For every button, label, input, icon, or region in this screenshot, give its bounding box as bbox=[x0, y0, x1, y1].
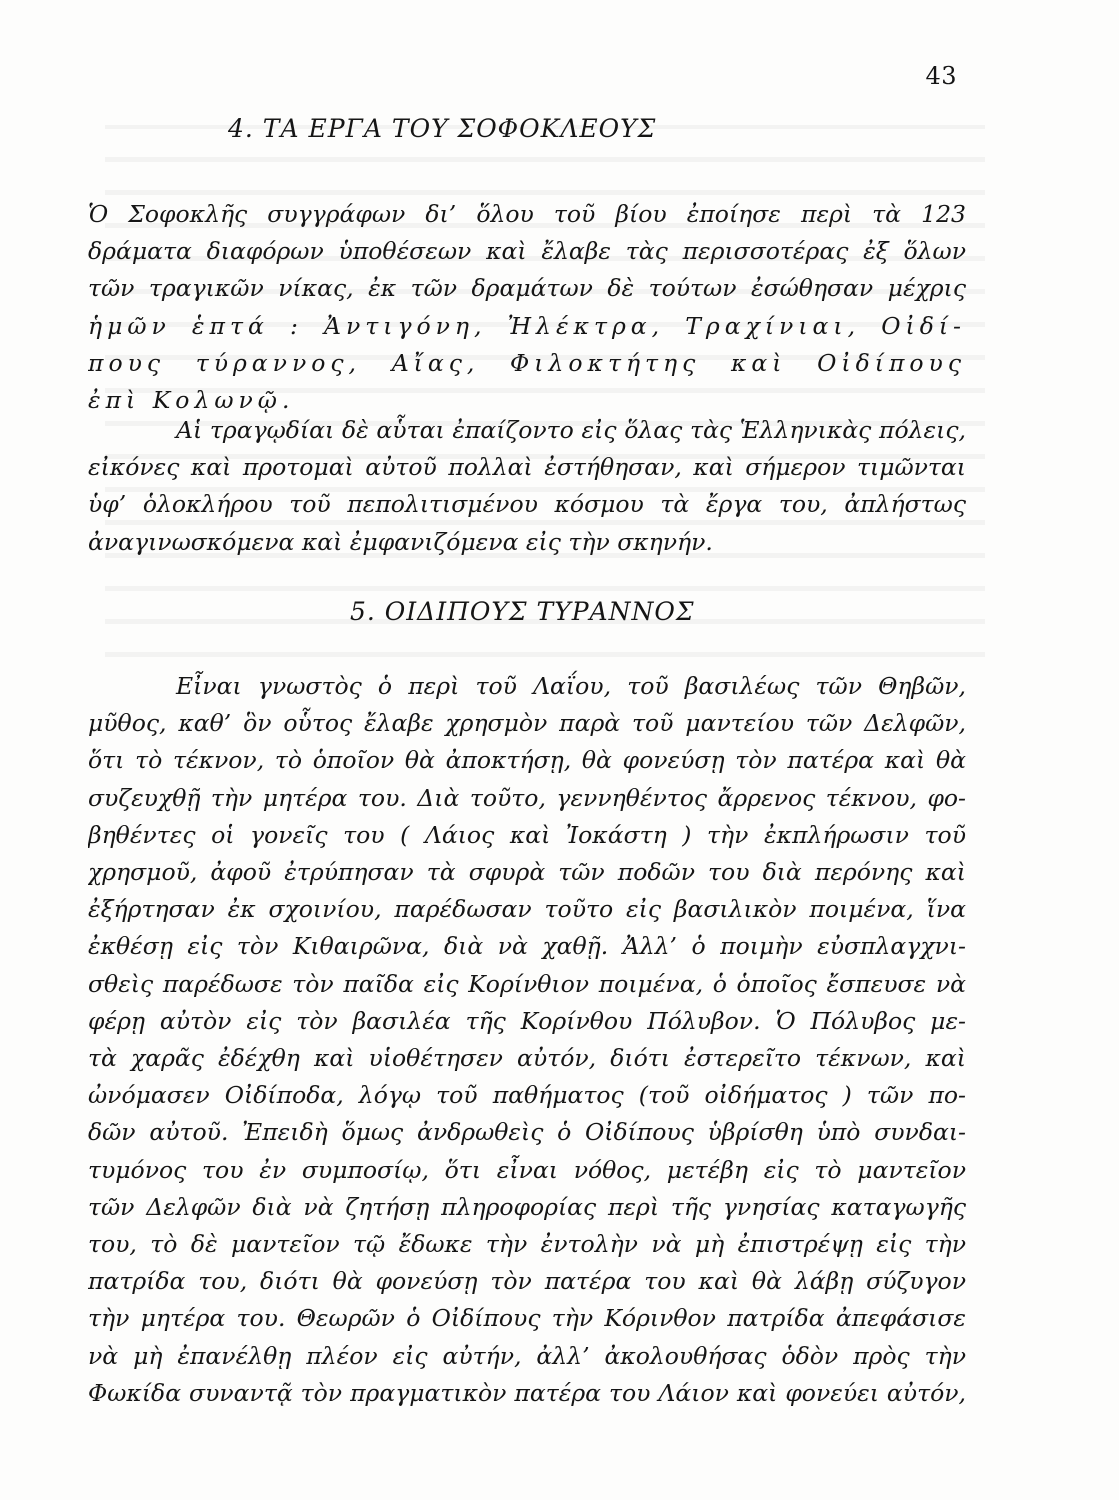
text-line: ὅτι τὸ τέκνον, τὸ ὁποῖον θὰ ἀποκτήσῃ, θὰ φονεύσῃ τὸν πατέρα καὶ θὰ bbox=[88, 746, 966, 775]
text-line: ἐξήρτησαν ἐκ σχοινίου, παρέδωσαν τοῦτο εἰς βασιλικὸν ποιμένα, ἵνα bbox=[88, 895, 966, 924]
text-line: πατρίδα του, διότι θὰ φονεύσῃ τὸν πατέρα του καὶ θὰ λάβῃ σύζυγον bbox=[88, 1267, 966, 1296]
text-line: Εἶναι γνωστὸς ὁ περὶ τοῦ Λαΐου, τοῦ βασιλέως τῶν Θηβῶν, bbox=[176, 672, 966, 700]
section-4-paragraph-1 bbox=[88, 196, 966, 419]
text-line: ἐκθέσῃ εἰς τὸν Κιθαιρῶνα, διὰ νὰ χαθῇ. Ἀλλ’ ὁ ποιμὴν εὐσπλαγχνι- bbox=[88, 932, 966, 961]
text-line: Αἱ τραγῳδίαι δὲ αὗται ἐπαίζοντο εἰς ὅλας τὰς Ἑλληνικὰς πόλεις, bbox=[176, 416, 966, 444]
text-line: ὑφ’ ὁλοκλήρου τοῦ πεπολιτισμένου κόσμου τὰ ἔργα του, ἀπλήστως bbox=[88, 490, 966, 519]
text-line: ἀναγινωσκόμενα καὶ ἐμφανιζόμενα εἰς τὴν σκηνήν. bbox=[88, 527, 713, 556]
section-5-paragraph-1 bbox=[88, 668, 966, 1412]
section-5-heading: 5. ΟΙΔΙΠΟΥΣ ΤΥΡΑΝΝΟΣ bbox=[350, 597, 695, 626]
text-line: Φωκίδα συναντᾷ τὸν πραγματικὸν πατέρα του Λάιον καὶ φονεύει αὐτόν, bbox=[88, 1378, 966, 1407]
text-line: βηθέντες οἱ γονεῖς του ( Λάιος καὶ Ἰοκάστη ) τὴν ἐκπλήρωσιν τοῦ bbox=[88, 820, 966, 849]
text-line: τῶν Δελφῶν διὰ νὰ ζητήσῃ πληροφορίας περὶ τῆς γνησίας καταγωγῆς bbox=[88, 1192, 966, 1221]
text-line: σθεὶς παρέδωσε τὸν παῖδα εἰς Κορίνθιον ποιμένα, ὁ ὁποῖος ἔσπευσε νὰ bbox=[88, 969, 966, 998]
text-line: μῦθος, καθ’ ὃν οὗτος ἔλαβε χρησμὸν παρὰ τοῦ μαντείου τῶν Δελφῶν, bbox=[88, 709, 966, 738]
text-line: συζευχθῇ τὴν μητέρα του. Διὰ τοῦτο, γεννηθέντος ἄρρενος τέκνου, φο- bbox=[88, 783, 966, 812]
text-line: νὰ μὴ ἐπανέλθῃ πλέον εἰς αὐτήν, ἀλλ’ ἀκολουθήσας ὁδὸν πρὸς τὴν bbox=[88, 1341, 966, 1370]
section-4-paragraph-2 bbox=[88, 412, 966, 561]
text-line: χρησμοῦ, ἀφοῦ ἐτρύπησαν τὰ σφυρὰ τῶν ποδῶν του διὰ περόνης καὶ bbox=[88, 858, 966, 887]
page-number: 43 bbox=[925, 62, 957, 90]
text-line: φέρῃ αὐτὸν εἰς τὸν βασιλέα τῆς Κορίνθου Πόλυβον. Ὁ Πόλυβος με- bbox=[88, 1006, 966, 1035]
section-4-heading: 4. ΤΑ ΕΡΓΑ ΤΟΥ ΣΟΦΟΚΛΕΟΥΣ bbox=[228, 114, 657, 143]
text-line: Ὁ Σοφοκλῆς συγγράφων δι’ ὅλου τοῦ βίου ἐποίησε περὶ τὰ 123 bbox=[88, 200, 966, 228]
text-line: ὠνόμασεν Οἰδίποδα, λόγῳ τοῦ παθήματος (τοῦ οἰδήματος ) τῶν πο- bbox=[88, 1081, 966, 1110]
text-line: τῶν τραγικῶν νίκας, ἐκ τῶν δραμάτων δὲ τούτων ἐσώθησαν μέχρις bbox=[88, 274, 966, 303]
text-line: ἡμῶν ἑπτά : Ἀντιγόνη, Ἠλέκτρα, Τραχίνιαι, Οἰδί- bbox=[88, 311, 966, 340]
text-line: δῶν αὐτοῦ. Ἐπειδὴ ὅμως ἀνδρωθεὶς ὁ Οἰδίπους ὑβρίσθη ὑπὸ συνδαι- bbox=[88, 1118, 966, 1147]
text-line: τὰ χαρᾶς ἐδέχθη καὶ υἱοθέτησεν αὐτόν, διότι ἐστερεῖτο τέκνων, καὶ bbox=[88, 1044, 966, 1073]
text-line: ἐπὶ Κολωνῷ. bbox=[88, 386, 295, 415]
text-line: εἰκόνες καὶ προτομαὶ αὐτοῦ πολλαὶ ἐστήθησαν, καὶ σήμερον τιμῶνται bbox=[88, 453, 966, 482]
text-line: τὴν μητέρα του. Θεωρῶν ὁ Οἰδίπους τὴν Κόρινθον πατρίδα ἀπεφάσισε bbox=[88, 1304, 966, 1333]
text-line: τυμόνος του ἐν συμποσίῳ, ὅτι εἶναι νόθος, μετέβη εἰς τὸ μαντεῖον bbox=[88, 1155, 966, 1184]
text-line: πους τύραννος, Αἴας, Φιλοκτήτης καὶ Οἰδίπους bbox=[88, 348, 966, 377]
text-line: δράματα διαφόρων ὑποθέσεων καὶ ἔλαβε τὰς περισσοτέρας ἐξ ὅλων bbox=[88, 237, 966, 266]
text-line: του, τὸ δὲ μαντεῖον τῷ ἔδωκε τὴν ἐντολὴν νὰ μὴ ἐπιστρέψῃ εἰς τὴν bbox=[88, 1230, 966, 1259]
